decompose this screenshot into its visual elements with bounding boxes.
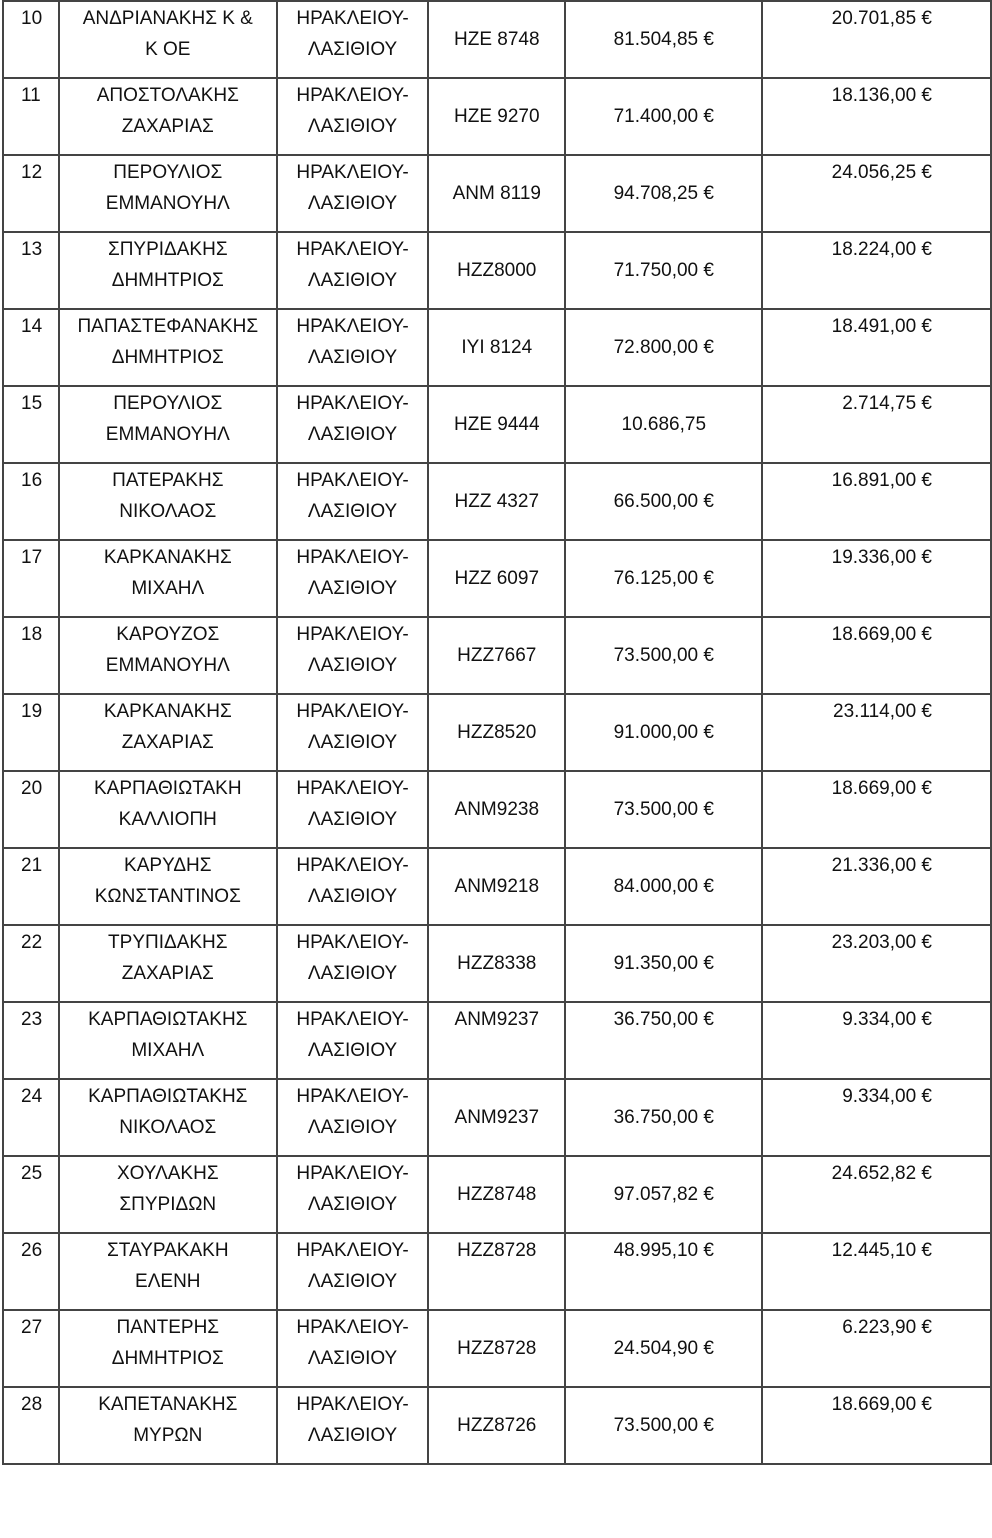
amount-value: 72.800,00 € (613, 337, 714, 358)
region-line: ΛΑΣΙΘΙΟΥ (307, 1348, 398, 1369)
name-cell (59, 617, 277, 694)
amount-cell (565, 617, 762, 694)
subsidy-cell (762, 386, 991, 463)
table-row (3, 386, 991, 463)
subsidy-cell (762, 1002, 991, 1079)
name-cell (59, 1079, 277, 1156)
subsidy-value: 18.669,00 € (831, 624, 932, 645)
subsidy-value: 24.652,82 € (831, 1163, 932, 1184)
region-line: ΗΡΑΚΛΕΙΟΥ- (296, 239, 409, 260)
table-row (3, 78, 991, 155)
row-number-cell (3, 925, 59, 1002)
name-line: ΠΕΡΟΥΛΙΟΣ (113, 162, 223, 183)
name-line: ΔΗΜΗΤΡΙΟΣ (111, 1348, 224, 1369)
region-line: ΛΑΣΙΘΙΟΥ (307, 1194, 398, 1215)
plate-cell (428, 232, 565, 309)
subsidy-value: 23.114,00 € (833, 701, 932, 722)
region-cell (277, 925, 429, 1002)
plate-number: ΗΖΖ7667 (457, 645, 537, 666)
subsidy-cell (762, 617, 991, 694)
region-line: ΛΑΣΙΘΙΟΥ (307, 1040, 398, 1061)
plate-cell (428, 463, 565, 540)
subsidy-value: 18.224,00 € (831, 239, 932, 260)
region-cell (277, 1310, 429, 1387)
subsidy-value: 9.334,00 € (842, 1009, 932, 1030)
plate-number: ΗΖΖ8728 (457, 1240, 537, 1261)
region-line: ΗΡΑΚΛΕΙΟΥ- (296, 1317, 409, 1338)
subsidy-value: 23.203,00 € (831, 932, 932, 953)
name-line: ΝΙΚΟΛΑΟΣ (119, 501, 217, 522)
name-cell (59, 309, 277, 386)
region-line: ΛΑΣΙΘΙΟΥ (307, 270, 398, 291)
region-cell (277, 694, 429, 771)
name-cell (59, 1310, 277, 1387)
subsidy-value: 2.714,75 € (842, 393, 932, 414)
table-row (3, 1233, 991, 1310)
row-number: 20 (21, 778, 43, 799)
region-line: ΗΡΑΚΛΕΙΟΥ- (296, 701, 409, 722)
plate-cell (428, 540, 565, 617)
amount-value: 81.504,85 € (613, 29, 714, 50)
plate-number: ΗΖΕ 9444 (454, 414, 540, 435)
region-cell (277, 232, 429, 309)
subsidy-value: 12.445,10 € (831, 1240, 932, 1261)
plate-number: ΗΖΖ8728 (457, 1338, 537, 1359)
region-line: ΛΑΣΙΘΙΟΥ (307, 1117, 398, 1138)
plate-cell (428, 155, 565, 232)
subsidy-cell (762, 1156, 991, 1233)
plate-cell (428, 1387, 565, 1464)
table-row (3, 309, 991, 386)
region-cell (277, 540, 429, 617)
amount-cell (565, 925, 762, 1002)
region-line: ΛΑΣΙΘΙΟΥ (307, 424, 398, 445)
region-line: ΗΡΑΚΛΕΙΟΥ- (296, 1009, 409, 1030)
row-number-cell (3, 463, 59, 540)
plate-cell (428, 617, 565, 694)
region-line: ΛΑΣΙΘΙΟΥ (307, 116, 398, 137)
subsidy-cell (762, 925, 991, 1002)
plate-number: ΑΝΜ9237 (454, 1107, 540, 1128)
plate-cell (428, 386, 565, 463)
row-number: 10 (21, 8, 43, 29)
plate-cell (428, 848, 565, 925)
region-line: ΛΑΣΙΘΙΟΥ (307, 886, 398, 907)
row-number: 22 (21, 932, 43, 953)
region-line: ΗΡΑΚΛΕΙΟΥ- (296, 1163, 409, 1184)
region-line: ΗΡΑΚΛΕΙΟΥ- (296, 547, 409, 568)
row-number-cell (3, 1233, 59, 1310)
name-line: ΠΕΡΟΥΛΙΟΣ (113, 393, 223, 414)
amount-cell (565, 694, 762, 771)
plate-cell (428, 1156, 565, 1233)
amount-value: 91.350,00 € (613, 953, 714, 974)
region-cell (277, 1, 429, 78)
plate-number: ΗΖΕ 8748 (454, 29, 540, 50)
subsidy-cell (762, 1079, 991, 1156)
amount-cell (565, 1, 762, 78)
plate-cell (428, 771, 565, 848)
name-line: ΚΑΡΟΥΖΟΣ (116, 624, 220, 645)
amount-cell (565, 463, 762, 540)
region-line: ΛΑΣΙΘΙΟΥ (307, 578, 398, 599)
region-line: ΗΡΑΚΛΕΙΟΥ- (296, 8, 409, 29)
amount-value: 73.500,00 € (613, 1415, 714, 1436)
name-line: ΚΩΝΣΤΑΝΤΙΝΟΣ (94, 886, 241, 907)
subsidy-value: 18.136,00 € (831, 85, 932, 106)
amount-cell (565, 848, 762, 925)
table-row (3, 1310, 991, 1387)
table-row (3, 771, 991, 848)
region-cell (277, 309, 429, 386)
region-line: ΗΡΑΚΛΕΙΟΥ- (296, 624, 409, 645)
plate-cell (428, 694, 565, 771)
amount-value: 73.500,00 € (613, 645, 714, 666)
name-line: ΚΑΠΕΤΑΝΑΚΗΣ (98, 1394, 238, 1415)
row-number: 27 (21, 1317, 43, 1338)
plate-number: ΑΝΜ9218 (454, 876, 540, 897)
name-line: ΚΑΛΛΙΟΠΗ (118, 809, 217, 830)
region-line: ΗΡΑΚΛΕΙΟΥ- (296, 1394, 409, 1415)
name-cell (59, 155, 277, 232)
plate-cell (428, 309, 565, 386)
name-line: ΤΡΥΠΙΔΑΚΗΣ (108, 932, 228, 953)
name-cell (59, 78, 277, 155)
subsidy-value: 18.491,00 € (831, 316, 932, 337)
subsidy-cell (762, 771, 991, 848)
name-cell (59, 771, 277, 848)
row-number: 17 (21, 547, 43, 568)
subsidy-value: 6.223,90 € (842, 1317, 932, 1338)
name-line: ΚΑΡΥΔΗΣ (124, 855, 212, 876)
region-line: ΗΡΑΚΛΕΙΟΥ- (296, 316, 409, 337)
region-line: ΗΡΑΚΛΕΙΟΥ- (296, 855, 409, 876)
row-number-cell (3, 1156, 59, 1233)
subsidy-value: 20.701,85 € (831, 8, 932, 29)
amount-value: 66.500,00 € (613, 491, 714, 512)
amount-cell (565, 155, 762, 232)
amount-value: 76.125,00 € (613, 568, 714, 589)
region-line: ΛΑΣΙΘΙΟΥ (307, 809, 398, 830)
subsidy-cell (762, 463, 991, 540)
name-line: ΕΜΜΑΝΟΥΗΛ (105, 193, 230, 214)
region-line: ΗΡΑΚΛΕΙΟΥ- (296, 778, 409, 799)
region-line: ΛΑΣΙΘΙΟΥ (307, 347, 398, 368)
amount-cell (565, 386, 762, 463)
plate-number: ΑΝΜ9237 (454, 1009, 540, 1030)
plate-number: ΗΖΕ 9270 (454, 106, 540, 127)
table-row (3, 155, 991, 232)
name-line: ΚΑΡΚΑΝΑΚΗΣ (103, 701, 232, 722)
row-number-cell (3, 1079, 59, 1156)
amount-value: 94.708,25 € (613, 183, 714, 204)
amount-value: 84.000,00 € (613, 876, 714, 897)
row-number-cell (3, 848, 59, 925)
amount-value: 97.057,82 € (613, 1184, 714, 1205)
plate-number: ΙΥΙ 8124 (461, 337, 533, 358)
table-row (3, 1002, 991, 1079)
name-cell (59, 1, 277, 78)
region-line: ΛΑΣΙΘΙΟΥ (307, 1271, 398, 1292)
row-number: 19 (21, 701, 43, 722)
plate-cell (428, 1233, 565, 1310)
row-number-cell (3, 232, 59, 309)
table-row (3, 463, 991, 540)
table-row (3, 232, 991, 309)
subsidy-value: 24.056,25 € (831, 162, 932, 183)
plate-cell (428, 78, 565, 155)
subsidy-cell (762, 1310, 991, 1387)
beneficiaries-table (2, 0, 992, 1465)
amount-value: 24.504,90 € (613, 1338, 714, 1359)
region-line: ΗΡΑΚΛΕΙΟΥ- (296, 393, 409, 414)
row-number-cell (3, 1310, 59, 1387)
region-line: ΛΑΣΙΘΙΟΥ (307, 193, 398, 214)
amount-cell (565, 309, 762, 386)
plate-cell (428, 1079, 565, 1156)
name-line: ΑΠΟΣΤΟΛΑΚΗΣ (96, 85, 239, 106)
plate-number: ΗΖΖ8000 (457, 260, 537, 281)
row-number: 13 (21, 239, 43, 260)
plate-number: ΗΖΖ 6097 (454, 568, 540, 589)
subsidy-cell (762, 1, 991, 78)
region-cell (277, 1233, 429, 1310)
table-row (3, 540, 991, 617)
subsidy-cell (762, 78, 991, 155)
amount-cell (565, 232, 762, 309)
table-row (3, 1079, 991, 1156)
row-number-cell (3, 1387, 59, 1464)
amount-value: 36.750,00 € (613, 1009, 714, 1030)
region-line: ΗΡΑΚΛΕΙΟΥ- (296, 470, 409, 491)
subsidy-value: 18.669,00 € (831, 1394, 932, 1415)
subsidy-cell (762, 694, 991, 771)
region-line: ΗΡΑΚΛΕΙΟΥ- (296, 1086, 409, 1107)
region-cell (277, 78, 429, 155)
amount-cell (565, 1310, 762, 1387)
row-number-cell (3, 386, 59, 463)
table-row (3, 1156, 991, 1233)
region-cell (277, 1002, 429, 1079)
name-cell (59, 694, 277, 771)
amount-cell (565, 540, 762, 617)
region-cell (277, 1156, 429, 1233)
region-line: ΗΡΑΚΛΕΙΟΥ- (296, 932, 409, 953)
row-number-cell (3, 540, 59, 617)
name-line: ΕΜΜΑΝΟΥΗΛ (105, 424, 230, 445)
name-cell (59, 1233, 277, 1310)
name-line: ΚΑΡΠΑΘΙΩΤΑΚΗΣ (88, 1009, 248, 1030)
name-line: Κ ΟΕ (145, 39, 191, 60)
region-cell (277, 1387, 429, 1464)
region-cell (277, 463, 429, 540)
name-line: ΠΑΤΕΡΑΚΗΣ (112, 470, 224, 491)
region-line: ΗΡΑΚΛΕΙΟΥ- (296, 162, 409, 183)
row-number: 14 (21, 316, 43, 337)
name-line: ΜΙΧΑΗΛ (131, 1040, 205, 1061)
subsidy-value: 16.891,00 € (831, 470, 932, 491)
row-number: 18 (21, 624, 43, 645)
amount-value: 71.400,00 € (613, 106, 714, 127)
table-row (3, 694, 991, 771)
region-line: ΛΑΣΙΘΙΟΥ (307, 655, 398, 676)
row-number-cell (3, 309, 59, 386)
amount-cell (565, 1233, 762, 1310)
table-row (3, 1, 991, 78)
plate-cell (428, 925, 565, 1002)
name-line: ΚΑΡΠΑΘΙΩΤΑΚΗ (94, 778, 242, 799)
region-line: ΛΑΣΙΘΙΟΥ (307, 501, 398, 522)
row-number: 11 (21, 85, 41, 106)
name-line: ΣΤΑΥΡΑΚΑΚΗ (107, 1240, 229, 1261)
amount-cell (565, 1387, 762, 1464)
row-number-cell (3, 771, 59, 848)
amount-value: 10.686,75 (621, 414, 707, 435)
plate-number: ΗΖΖ 4327 (454, 491, 540, 512)
name-line: ΖΑΧΑΡΙΑΣ (121, 732, 214, 753)
region-cell (277, 155, 429, 232)
amount-value: 36.750,00 € (613, 1107, 714, 1128)
subsidy-cell (762, 309, 991, 386)
amount-value: 71.750,00 € (613, 260, 714, 281)
amount-cell (565, 1002, 762, 1079)
name-line: ΝΙΚΟΛΑΟΣ (119, 1117, 217, 1138)
region-line: ΛΑΣΙΘΙΟΥ (307, 1425, 398, 1446)
region-cell (277, 771, 429, 848)
row-number: 26 (21, 1240, 43, 1261)
name-line: ΜΙΧΑΗΛ (131, 578, 205, 599)
amount-cell (565, 771, 762, 848)
amount-value: 48.995,10 € (613, 1240, 714, 1261)
subsidy-cell (762, 1233, 991, 1310)
row-number: 16 (21, 470, 43, 491)
plate-number: ΑΝΜ 8119 (452, 183, 541, 204)
region-cell (277, 617, 429, 694)
name-line: ΚΑΡΚΑΝΑΚΗΣ (103, 547, 232, 568)
row-number: 23 (21, 1009, 43, 1030)
name-line: ΜΥΡΩΝ (133, 1425, 203, 1446)
plate-number: ΗΖΖ8520 (457, 722, 537, 743)
region-cell (277, 386, 429, 463)
row-number: 15 (21, 393, 43, 414)
row-number-cell (3, 1, 59, 78)
subsidy-cell (762, 848, 991, 925)
name-cell (59, 1002, 277, 1079)
row-number: 24 (21, 1086, 43, 1107)
name-line: ΕΛΕΝΗ (135, 1271, 201, 1292)
region-line: ΛΑΣΙΘΙΟΥ (307, 39, 398, 60)
table-body (3, 1, 991, 1464)
name-line: ΖΑΧΑΡΙΑΣ (121, 116, 214, 137)
name-cell (59, 463, 277, 540)
subsidy-value: 21.336,00 € (831, 855, 932, 876)
plate-cell (428, 1002, 565, 1079)
name-line: ΣΠΥΡΙΔΩΝ (119, 1194, 217, 1215)
subsidy-cell (762, 232, 991, 309)
region-line: ΛΑΣΙΘΙΟΥ (307, 963, 398, 984)
subsidy-cell (762, 1387, 991, 1464)
name-cell (59, 848, 277, 925)
plate-cell (428, 1310, 565, 1387)
row-number-cell (3, 694, 59, 771)
name-cell (59, 1156, 277, 1233)
name-line: ΧΟΥΛΑΚΗΣ (116, 1163, 219, 1184)
plate-number: ΗΖΖ8726 (457, 1415, 537, 1436)
row-number-cell (3, 155, 59, 232)
name-line: ΣΠΥΡΙΔΑΚΗΣ (107, 239, 228, 260)
name-line: ΔΗΜΗΤΡΙΟΣ (111, 347, 224, 368)
table-row (3, 848, 991, 925)
table-row (3, 1387, 991, 1464)
name-line: ΚΑΡΠΑΘΙΩΤΑΚΗΣ (88, 1086, 248, 1107)
name-line: ΑΝΔΡΙΑΝΑΚΗΣ Κ & (82, 8, 253, 29)
row-number: 25 (21, 1163, 43, 1184)
table-row (3, 617, 991, 694)
subsidy-value: 19.336,00 € (831, 547, 932, 568)
amount-value: 91.000,00 € (613, 722, 714, 743)
plate-number: ΑΝΜ9238 (454, 799, 540, 820)
subsidy-value: 18.669,00 € (831, 778, 932, 799)
subsidy-value: 9.334,00 € (842, 1086, 932, 1107)
region-line: ΗΡΑΚΛΕΙΟΥ- (296, 1240, 409, 1261)
name-cell (59, 386, 277, 463)
name-line: ΠΑΝΤΕΡΗΣ (116, 1317, 220, 1338)
row-number-cell (3, 1002, 59, 1079)
region-cell (277, 848, 429, 925)
subsidy-cell (762, 540, 991, 617)
row-number: 21 (21, 855, 43, 876)
amount-cell (565, 1079, 762, 1156)
name-cell (59, 1387, 277, 1464)
row-number-cell (3, 617, 59, 694)
plate-number: ΗΖΖ8748 (457, 1184, 537, 1205)
amount-cell (565, 1156, 762, 1233)
region-cell (277, 1079, 429, 1156)
name-line: ΕΜΜΑΝΟΥΗΛ (105, 655, 230, 676)
amount-cell (565, 78, 762, 155)
name-cell (59, 232, 277, 309)
name-line: ΖΑΧΑΡΙΑΣ (121, 963, 214, 984)
table-row (3, 925, 991, 1002)
subsidy-cell (762, 155, 991, 232)
name-line: ΔΗΜΗΤΡΙΟΣ (111, 270, 224, 291)
name-line: ΠΑΠΑΣΤΕΦΑΝΑΚΗΣ (77, 316, 259, 337)
plate-number: ΗΖΖ8338 (457, 953, 537, 974)
amount-value: 73.500,00 € (613, 799, 714, 820)
name-cell (59, 540, 277, 617)
plate-cell (428, 1, 565, 78)
row-number-cell (3, 78, 59, 155)
region-line: ΗΡΑΚΛΕΙΟΥ- (296, 85, 409, 106)
row-number: 28 (21, 1394, 43, 1415)
row-number: 12 (21, 162, 43, 183)
name-cell (59, 925, 277, 1002)
region-line: ΛΑΣΙΘΙΟΥ (307, 732, 398, 753)
